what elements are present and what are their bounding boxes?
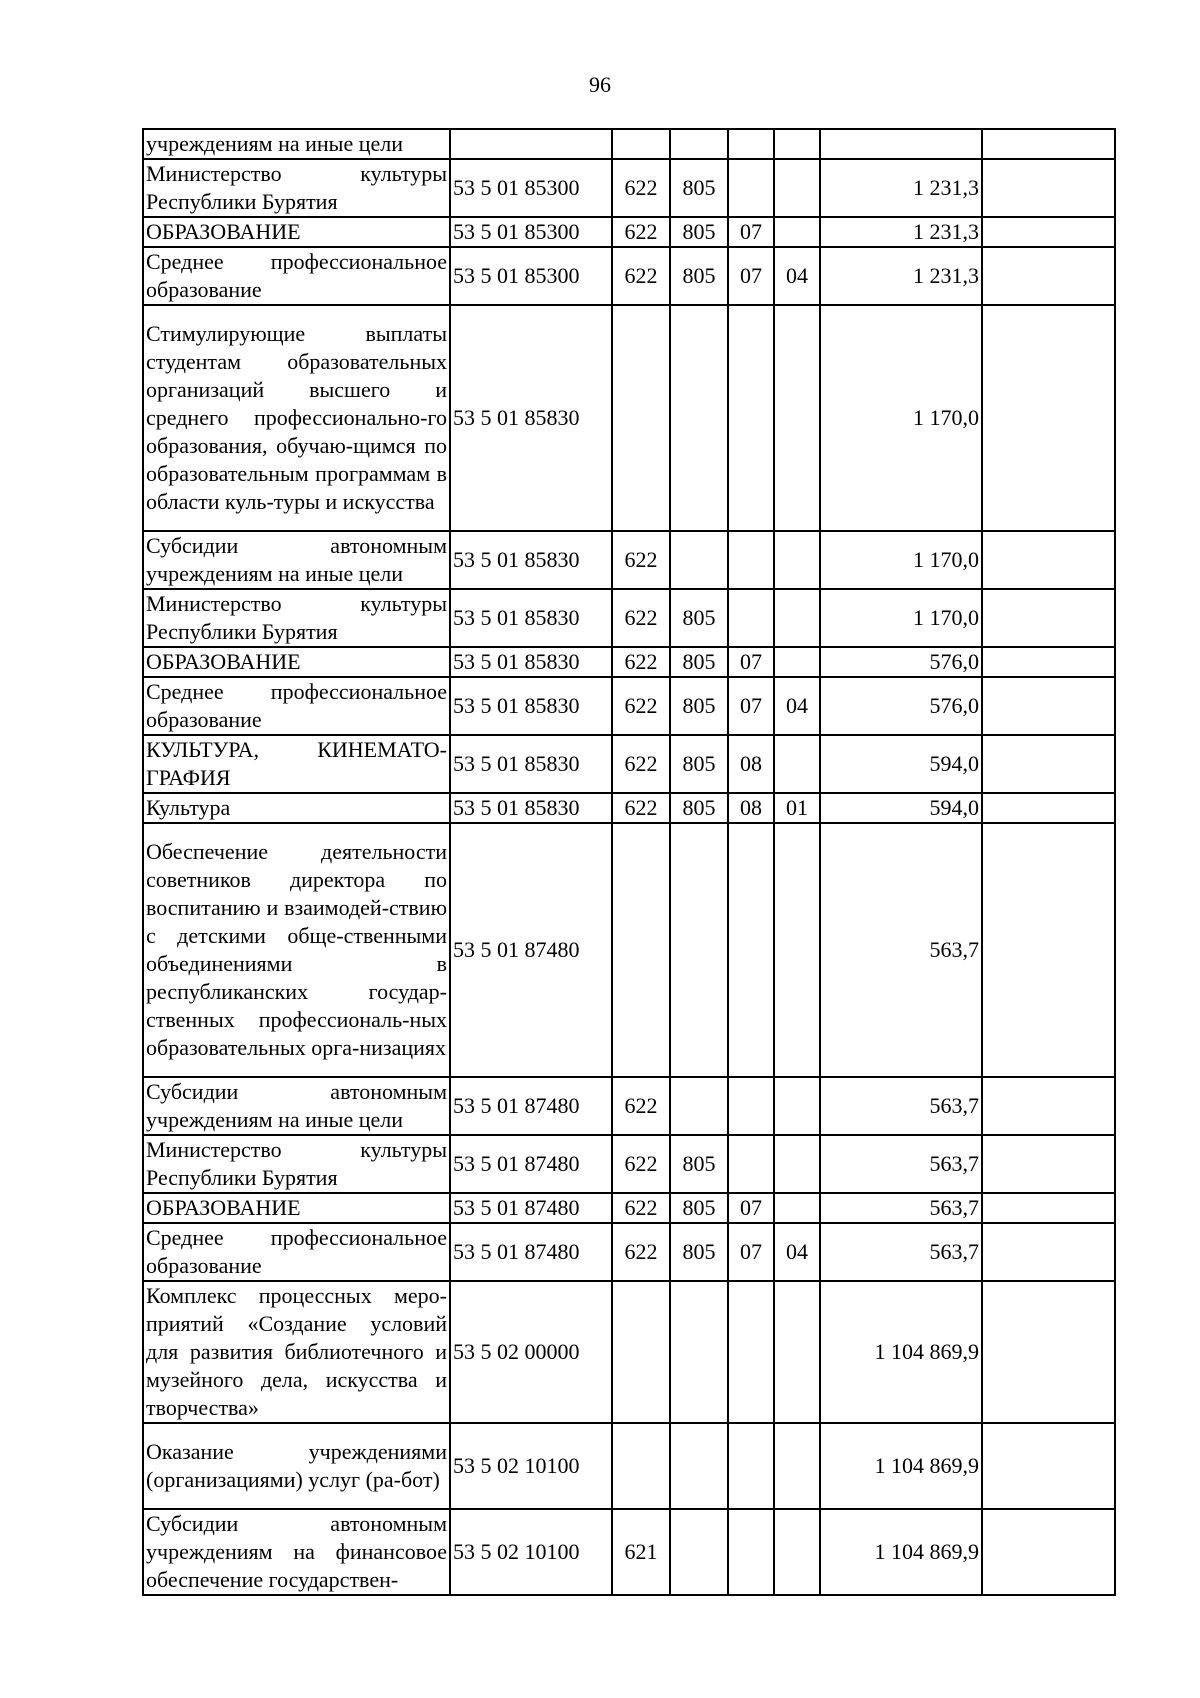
row-amount: 563,7 bbox=[820, 1223, 982, 1281]
row-subsection bbox=[774, 305, 820, 531]
row-name: Субсидии автономным учреждениям на иные цели bbox=[143, 1077, 450, 1135]
row-expense-type: 622 bbox=[612, 1077, 670, 1135]
row-amount: 1 170,0 bbox=[820, 531, 982, 589]
row-code: 53 5 01 85830 bbox=[450, 305, 612, 531]
table-row bbox=[143, 1509, 1115, 1595]
row-expense-type: 622 bbox=[612, 793, 670, 823]
row-amount: 1 231,3 bbox=[820, 217, 982, 247]
table-row bbox=[143, 531, 1115, 589]
row-amount: 1 104 869,9 bbox=[820, 1509, 982, 1595]
table-row bbox=[143, 735, 1115, 793]
row-name: ОБРАЗОВАНИЕ bbox=[143, 1193, 450, 1223]
row-amount: 1 231,3 bbox=[820, 247, 982, 305]
row-empty-cell bbox=[982, 531, 1115, 589]
row-subsection bbox=[774, 1077, 820, 1135]
row-name: Среднее профессиональное образование bbox=[143, 677, 450, 735]
row-empty-cell bbox=[982, 793, 1115, 823]
table-row bbox=[143, 589, 1115, 647]
row-expense-type bbox=[612, 1281, 670, 1423]
row-code: 53 5 01 87480 bbox=[450, 1193, 612, 1223]
row-expense-type: 622 bbox=[612, 735, 670, 793]
row-ministry-code bbox=[670, 1509, 728, 1595]
row-code: 53 5 01 85300 bbox=[450, 247, 612, 305]
row-amount: 1 104 869,9 bbox=[820, 1423, 982, 1509]
row-expense-type: 622 bbox=[612, 217, 670, 247]
row-name: Субсидии автономным учреждениям на финансовое обеспечение государствен- bbox=[143, 1509, 450, 1595]
table-row bbox=[143, 1223, 1115, 1281]
row-amount: 1 170,0 bbox=[820, 305, 982, 531]
row-section: 07 bbox=[728, 647, 774, 677]
row-empty-cell bbox=[982, 305, 1115, 531]
row-amount: 563,7 bbox=[820, 1193, 982, 1223]
row-name: Оказание учреждениями (организациями) услуг (ра-бот) bbox=[143, 1423, 450, 1509]
row-expense-type bbox=[612, 1423, 670, 1509]
row-code: 53 5 02 00000 bbox=[450, 1281, 612, 1423]
row-empty-cell bbox=[982, 159, 1115, 217]
row-empty-cell bbox=[982, 217, 1115, 247]
row-subsection bbox=[774, 1509, 820, 1595]
row-code: 53 5 01 85830 bbox=[450, 677, 612, 735]
row-subsection: 01 bbox=[774, 793, 820, 823]
page-number: 96 bbox=[589, 72, 611, 97]
row-ministry-code: 805 bbox=[670, 1223, 728, 1281]
row-expense-type bbox=[612, 823, 670, 1077]
row-subsection bbox=[774, 1281, 820, 1423]
row-expense-type: 622 bbox=[612, 647, 670, 677]
row-amount: 1 231,3 bbox=[820, 159, 982, 217]
row-ministry-code: 805 bbox=[670, 589, 728, 647]
row-subsection bbox=[774, 129, 820, 159]
row-name: Обеспечение деятельности советников директора по воспитанию и взаимодей-ствию с детскими обще-ственными объединениями в республиканских государ-ственных профессиональ-ных образовательных орга-низациях bbox=[143, 823, 450, 1077]
row-name: Стимулирующие выплаты студентам образовательных организаций высшего и среднего профессионально-го образования, обучаю-щимся по образовательным программам в области куль-туры и искусства bbox=[143, 305, 450, 531]
row-subsection bbox=[774, 217, 820, 247]
row-empty-cell bbox=[982, 1135, 1115, 1193]
row-name: Среднее профессиональное образование bbox=[143, 247, 450, 305]
row-expense-type: 622 bbox=[612, 1193, 670, 1223]
row-ministry-code: 805 bbox=[670, 793, 728, 823]
table-row bbox=[143, 159, 1115, 217]
row-empty-cell bbox=[982, 129, 1115, 159]
row-section: 07 bbox=[728, 217, 774, 247]
row-amount: 576,0 bbox=[820, 677, 982, 735]
row-expense-type: 622 bbox=[612, 531, 670, 589]
row-ministry-code: 805 bbox=[670, 1135, 728, 1193]
row-name: Культура bbox=[143, 793, 450, 823]
row-code: 53 5 02 10100 bbox=[450, 1509, 612, 1595]
row-code: 53 5 01 85300 bbox=[450, 159, 612, 217]
row-ministry-code: 805 bbox=[670, 247, 728, 305]
row-section: 07 bbox=[728, 1223, 774, 1281]
row-section: 07 bbox=[728, 247, 774, 305]
table-row bbox=[143, 1193, 1115, 1223]
row-subsection: 04 bbox=[774, 247, 820, 305]
row-section bbox=[728, 159, 774, 217]
row-expense-type: 622 bbox=[612, 159, 670, 217]
row-expense-type: 622 bbox=[612, 1135, 670, 1193]
row-section bbox=[728, 305, 774, 531]
row-section bbox=[728, 1281, 774, 1423]
row-amount: 1 170,0 bbox=[820, 589, 982, 647]
row-expense-type: 622 bbox=[612, 677, 670, 735]
row-code: 53 5 01 85830 bbox=[450, 647, 612, 677]
row-empty-cell bbox=[982, 647, 1115, 677]
row-section: 07 bbox=[728, 1193, 774, 1223]
row-subsection bbox=[774, 589, 820, 647]
row-empty-cell bbox=[982, 1223, 1115, 1281]
row-section: 07 bbox=[728, 677, 774, 735]
row-subsection bbox=[774, 1135, 820, 1193]
row-empty-cell bbox=[982, 677, 1115, 735]
table-row bbox=[143, 129, 1115, 159]
row-ministry-code: 805 bbox=[670, 677, 728, 735]
row-ministry-code bbox=[670, 1281, 728, 1423]
row-subsection bbox=[774, 735, 820, 793]
row-name: Комплекс процессных меро-приятий «Создание условий для развития библиотечного и музейного дела, искусства и творчества» bbox=[143, 1281, 450, 1423]
table-row bbox=[143, 217, 1115, 247]
table-row bbox=[143, 1077, 1115, 1135]
row-amount: 563,7 bbox=[820, 1077, 982, 1135]
row-empty-cell bbox=[982, 735, 1115, 793]
row-amount: 1 104 869,9 bbox=[820, 1281, 982, 1423]
row-code: 53 5 01 85830 bbox=[450, 531, 612, 589]
table-row bbox=[143, 677, 1115, 735]
row-amount: 576,0 bbox=[820, 647, 982, 677]
row-name: ОБРАЗОВАНИЕ bbox=[143, 647, 450, 677]
row-name: ОБРАЗОВАНИЕ bbox=[143, 217, 450, 247]
table-row bbox=[143, 1281, 1115, 1423]
row-code bbox=[450, 129, 612, 159]
row-empty-cell bbox=[982, 1423, 1115, 1509]
row-code: 53 5 01 85300 bbox=[450, 217, 612, 247]
row-ministry-code: 805 bbox=[670, 647, 728, 677]
row-code: 53 5 01 85830 bbox=[450, 589, 612, 647]
row-ministry-code: 805 bbox=[670, 159, 728, 217]
row-name: Министерство культуры Республики Бурятия bbox=[143, 159, 450, 217]
row-code: 53 5 01 85830 bbox=[450, 793, 612, 823]
row-name: Среднее профессиональное образование bbox=[143, 1223, 450, 1281]
row-section bbox=[728, 1509, 774, 1595]
row-subsection bbox=[774, 823, 820, 1077]
row-section bbox=[728, 823, 774, 1077]
row-ministry-code bbox=[670, 1423, 728, 1509]
row-ministry-code bbox=[670, 531, 728, 589]
row-name: Министерство культуры Республики Бурятия bbox=[143, 1135, 450, 1193]
row-ministry-code bbox=[670, 129, 728, 159]
row-expense-type: 621 bbox=[612, 1509, 670, 1595]
table-row bbox=[143, 823, 1115, 1077]
row-ministry-code: 805 bbox=[670, 217, 728, 247]
row-amount bbox=[820, 129, 982, 159]
table-row bbox=[143, 247, 1115, 305]
table-row bbox=[143, 1423, 1115, 1509]
row-section bbox=[728, 589, 774, 647]
row-empty-cell bbox=[982, 1509, 1115, 1595]
row-subsection bbox=[774, 647, 820, 677]
row-ministry-code: 805 bbox=[670, 735, 728, 793]
table-row bbox=[143, 305, 1115, 531]
row-name: Министерство культуры Республики Бурятия bbox=[143, 589, 450, 647]
row-empty-cell bbox=[982, 1077, 1115, 1135]
row-name: учреждениям на иные цели bbox=[143, 129, 450, 159]
table-row bbox=[143, 1135, 1115, 1193]
table-row bbox=[143, 647, 1115, 677]
row-amount: 563,7 bbox=[820, 823, 982, 1077]
row-amount: 594,0 bbox=[820, 735, 982, 793]
row-subsection bbox=[774, 531, 820, 589]
row-code: 53 5 01 87480 bbox=[450, 1135, 612, 1193]
row-section bbox=[728, 531, 774, 589]
row-amount: 594,0 bbox=[820, 793, 982, 823]
row-subsection bbox=[774, 159, 820, 217]
row-ministry-code bbox=[670, 305, 728, 531]
table-body bbox=[143, 129, 1115, 1595]
row-section: 08 bbox=[728, 793, 774, 823]
row-expense-type: 622 bbox=[612, 589, 670, 647]
row-ministry-code bbox=[670, 823, 728, 1077]
row-subsection bbox=[774, 1423, 820, 1509]
row-section bbox=[728, 1423, 774, 1509]
table-row bbox=[143, 793, 1115, 823]
row-empty-cell bbox=[982, 247, 1115, 305]
row-empty-cell bbox=[982, 823, 1115, 1077]
row-subsection: 04 bbox=[774, 1223, 820, 1281]
row-section bbox=[728, 1135, 774, 1193]
row-empty-cell bbox=[982, 589, 1115, 647]
row-subsection: 04 bbox=[774, 677, 820, 735]
row-code: 53 5 01 87480 bbox=[450, 1223, 612, 1281]
row-expense-type: 622 bbox=[612, 247, 670, 305]
row-section: 08 bbox=[728, 735, 774, 793]
row-amount: 563,7 bbox=[820, 1135, 982, 1193]
row-code: 53 5 01 85830 bbox=[450, 735, 612, 793]
budget-table bbox=[142, 128, 1116, 1596]
row-code: 53 5 01 87480 bbox=[450, 823, 612, 1077]
row-section bbox=[728, 129, 774, 159]
row-code: 53 5 01 87480 bbox=[450, 1077, 612, 1135]
row-empty-cell bbox=[982, 1193, 1115, 1223]
row-name: КУЛЬТУРА, КИНЕМАТО-ГРАФИЯ bbox=[143, 735, 450, 793]
row-section bbox=[728, 1077, 774, 1135]
row-expense-type: 622 bbox=[612, 1223, 670, 1281]
row-ministry-code bbox=[670, 1077, 728, 1135]
row-expense-type bbox=[612, 305, 670, 531]
row-expense-type bbox=[612, 129, 670, 159]
row-empty-cell bbox=[982, 1281, 1115, 1423]
row-subsection bbox=[774, 1193, 820, 1223]
row-name: Субсидии автономным учреждениям на иные цели bbox=[143, 531, 450, 589]
row-ministry-code: 805 bbox=[670, 1193, 728, 1223]
row-code: 53 5 02 10100 bbox=[450, 1423, 612, 1509]
